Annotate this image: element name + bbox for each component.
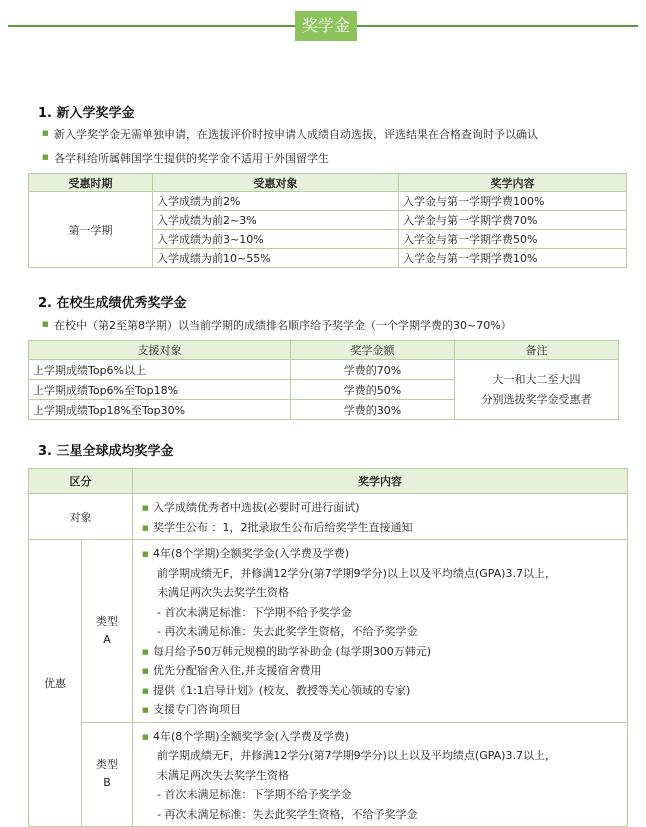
col-header-amount: 奖学金额 <box>291 341 455 360</box>
list-item: ■ 每月给予50万韩元规模的助学补助金 (每学期300万韩元) <box>153 642 621 662</box>
type-a-label-line2: A <box>103 632 111 646</box>
target-cell: 入学成绩为前2~3% <box>153 211 399 230</box>
list-item: ■ 优先分配宿舍入住,并支援宿舍费用 <box>153 661 621 681</box>
list-item: ■ 4年(8个学期)全额奖学金(入学费及学费) <box>153 727 621 747</box>
type-a-row <box>29 540 628 723</box>
target-cell: 入学成绩为前3~10% <box>153 230 399 249</box>
type-a-label-line1: 类型 <box>96 614 118 628</box>
note-line-2: 分别选拔奖学金受惠者 <box>481 392 592 406</box>
target-cell: 上学期成绩Top18%至Top30% <box>29 400 291 420</box>
table-row <box>29 360 619 380</box>
object-label: 对象 <box>29 494 133 540</box>
content-cell: 入学金与第一学期学费100% <box>399 192 627 211</box>
list-item: ■ 4年(8个学期)全额奖学金(入学费及学费) <box>153 544 621 564</box>
col-header-note: 备注 <box>455 341 619 360</box>
list-item: - 再次未满足标准：失去此奖学生资格，不给予奖学金 <box>157 625 418 638</box>
object-content <box>133 494 628 540</box>
amount-cell: 学费的30% <box>291 400 455 420</box>
col-header-category: 区分 <box>29 469 133 494</box>
list-item: ■ 奖学生公布 ：1，2批录取生公布后给奖学生直接通知 <box>153 518 621 538</box>
list-item: 前学期成绩无F，并修满12学分(第7学期9学分)以上以及平均绩点(GPA)3.7以上， <box>157 749 556 762</box>
col-header-content: 奖学内容 <box>399 174 627 192</box>
section3-title: 3. 三星全球成均奖学金 <box>38 444 174 459</box>
section1-bullet-1: ■ 新入学奖学金无需单独申请，在选拔评价时按申请人成绩自动选拔，评选结果在合格查询时予以确认 <box>54 126 538 142</box>
table-current-students <box>28 340 619 420</box>
type-b-label-line1: 类型 <box>96 758 118 772</box>
section2-bullet-1: ■ 在校中（第2至第8学期）以当前学期的成绩排名顺序给予奖学金（一个学期学费的30~70%） <box>54 317 512 333</box>
note-cell <box>455 360 619 420</box>
list-item: 未满足两次失去奖学生资格 <box>157 586 289 599</box>
list-item: ■ 支援专门咨询项目 <box>153 700 621 720</box>
type-b-label-line2: B <box>103 776 111 790</box>
list-item: - 首次未满足标准：下学期不给予奖学金 <box>157 788 352 801</box>
note-line-1: 大一和大二至大四 <box>492 372 581 386</box>
target-cell: 入学成绩为前10~55% <box>153 249 399 268</box>
col-header-content: 奖学内容 <box>133 469 628 494</box>
target-cell: 上学期成绩Top6%至Top18% <box>29 380 291 400</box>
type-a-label <box>82 540 133 723</box>
list-item: 前学期成绩无F，并修满12学分(第7学期9学分)以上以及平均绩点(GPA)3.7以上， <box>157 566 556 580</box>
list-item: 未满足两次失去奖学生资格 <box>157 768 289 782</box>
type-b-row <box>29 722 628 827</box>
col-header-support-target: 支援对象 <box>29 341 291 360</box>
content-cell: 入学金与第一学期学费50% <box>399 230 627 249</box>
table-row <box>29 192 627 211</box>
table-samsung-scholarship <box>28 468 628 827</box>
type-b-label <box>82 722 133 827</box>
section2-title: 2. 在校生成绩优秀奖学金 <box>38 296 187 311</box>
table-new-entrance <box>28 173 627 268</box>
list-item: - 首次未满足标准：下学期不给予奖学金 <box>157 605 352 619</box>
amount-cell: 学费的50% <box>291 380 455 400</box>
object-row <box>29 494 628 540</box>
target-cell: 入学成绩为前2% <box>153 192 399 211</box>
type-b-content <box>133 722 628 827</box>
section1-bullet-2: ■ 各学科给所属韩国学生提供的奖学金不适用于外国留学生 <box>54 150 329 166</box>
header-tag: 奖学金 <box>295 11 357 41</box>
type-a-content <box>133 540 628 723</box>
period-cell: 第一学期 <box>29 192 153 268</box>
col-header-period: 受惠时期 <box>29 174 153 192</box>
list-item: ■ 提供《1:1启导计划》(校友、教授等关心领域的专家) <box>153 681 621 701</box>
content-cell: 入学金与第一学期学费70% <box>399 211 627 230</box>
section1-title: 1. 新入学奖学金 <box>38 106 135 121</box>
amount-cell: 学费的70% <box>291 360 455 380</box>
benefit-label: 优惠 <box>29 540 82 827</box>
content-cell: 入学金与第一学期学费10% <box>399 249 627 268</box>
col-header-target: 受惠对象 <box>153 174 399 192</box>
target-cell: 上学期成绩Top6%以上 <box>29 360 291 380</box>
list-item: - 再次未满足标准：失去此奖学生资格，不给予奖学金 <box>157 807 418 821</box>
list-item: ■ 入学成绩优秀者中选拔(必要时可进行面试) <box>153 498 621 518</box>
